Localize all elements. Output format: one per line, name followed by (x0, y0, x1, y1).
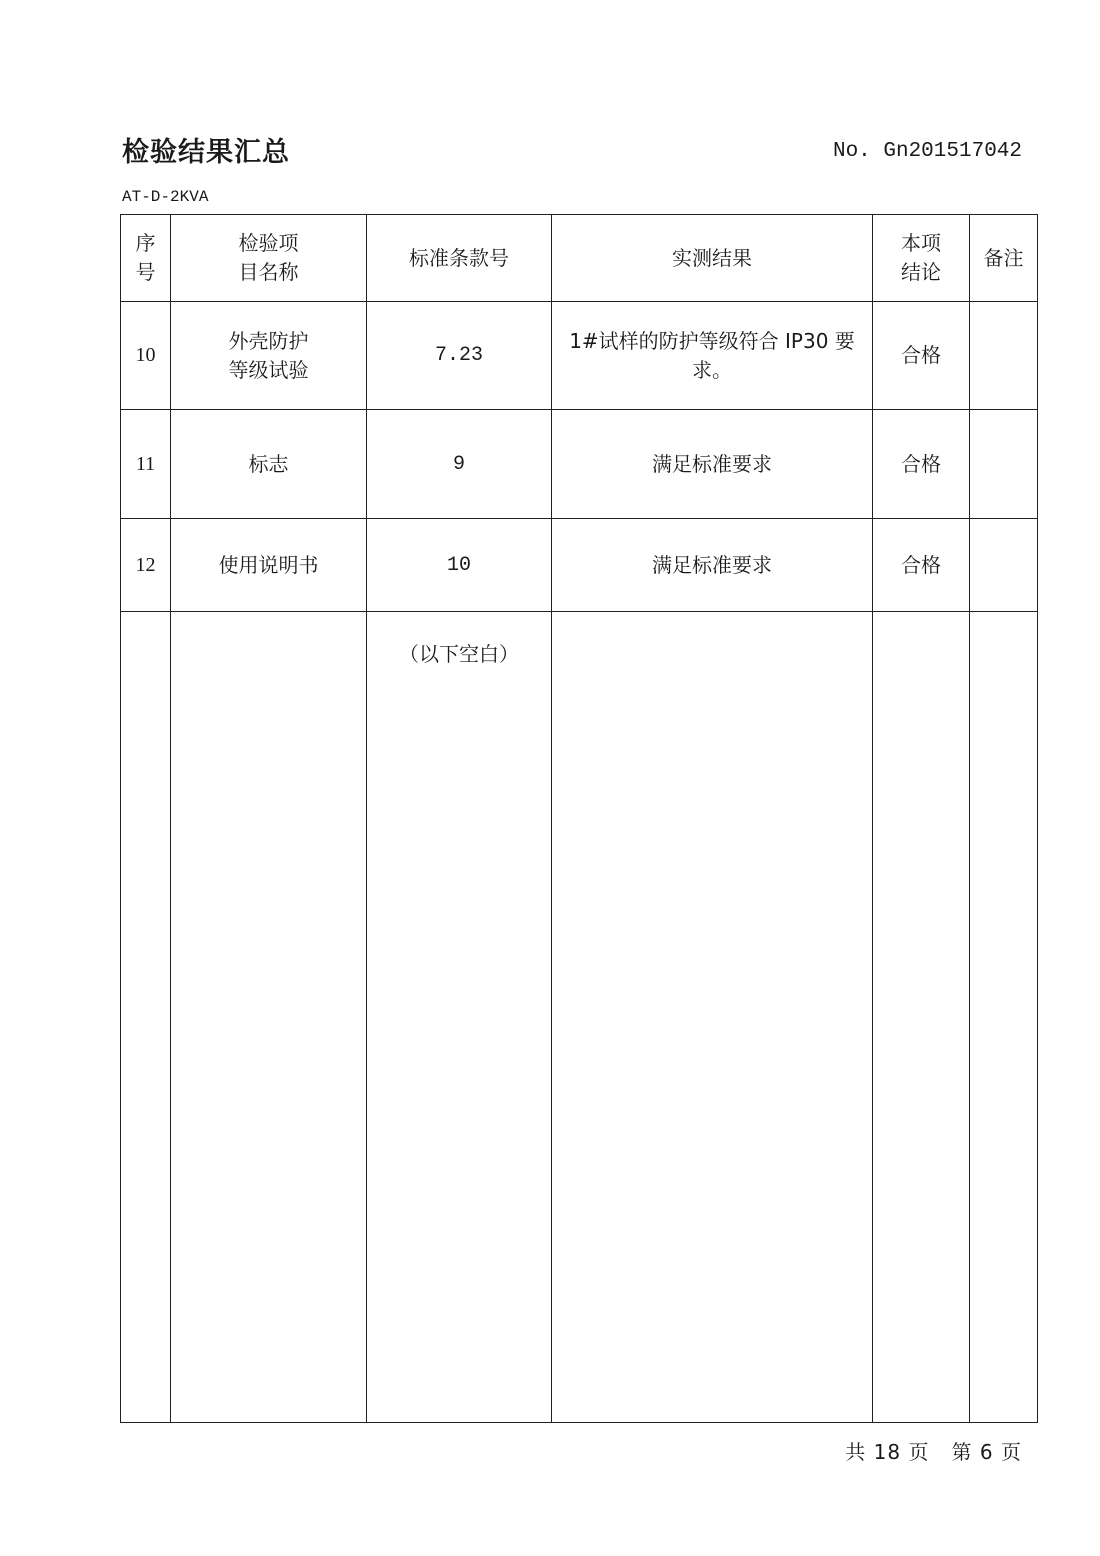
blank-cell (121, 612, 171, 1423)
cell-conclusion: 合格 (873, 519, 970, 612)
cell-result: 满足标准要求 (552, 519, 873, 612)
header-conclusion: 本项 结论 (873, 215, 970, 302)
results-table (120, 214, 1038, 1423)
cell-remark (970, 519, 1038, 612)
cell-conclusion: 合格 (873, 302, 970, 410)
cell-conclusion: 合格 (873, 410, 970, 519)
blank-row (121, 612, 1038, 1423)
table-header-row (121, 215, 1038, 302)
blank-cell (171, 612, 367, 1423)
header-seq: 序 号 (121, 215, 171, 302)
current-page: 第 6 页 (951, 1440, 1022, 1464)
table-row (121, 410, 1038, 519)
cell-result: 满足标准要求 (552, 410, 873, 519)
product-model: AT-D-2KVA (122, 188, 209, 206)
cell-item: 使用说明书 (171, 519, 367, 612)
header-result: 实测结果 (552, 215, 873, 302)
table-row (121, 302, 1038, 410)
blank-below-note: （以下空白） (399, 642, 519, 666)
cell-clause: 9 (367, 410, 552, 519)
cell-remark (970, 302, 1038, 410)
cell-clause: 10 (367, 519, 552, 612)
header-item-name: 检验项 目名称 (171, 215, 367, 302)
total-pages: 共 18 页 (845, 1440, 930, 1464)
cell-item: 外壳防护 等级试验 (171, 302, 367, 410)
cell-item: 标志 (171, 410, 367, 519)
page-footer (845, 1436, 1022, 1465)
cell-clause: 7.23 (367, 302, 552, 410)
cell-remark (970, 410, 1038, 519)
page-title: 检验结果汇总 (122, 137, 290, 168)
blank-cell (552, 612, 873, 1423)
table-row (121, 519, 1038, 612)
blank-cell (367, 612, 552, 1423)
header-clause: 标准条款号 (367, 215, 552, 302)
blank-cell (970, 612, 1038, 1423)
cell-seq: 12 (121, 519, 171, 612)
cell-result: 1#试样的防护等级符合 IP30 要求。 (552, 302, 873, 410)
cell-seq: 11 (121, 410, 171, 519)
cell-seq: 10 (121, 302, 171, 410)
header-remark: 备注 (970, 215, 1038, 302)
report-number: No. Gn201517042 (832, 140, 1022, 163)
blank-cell (873, 612, 970, 1423)
